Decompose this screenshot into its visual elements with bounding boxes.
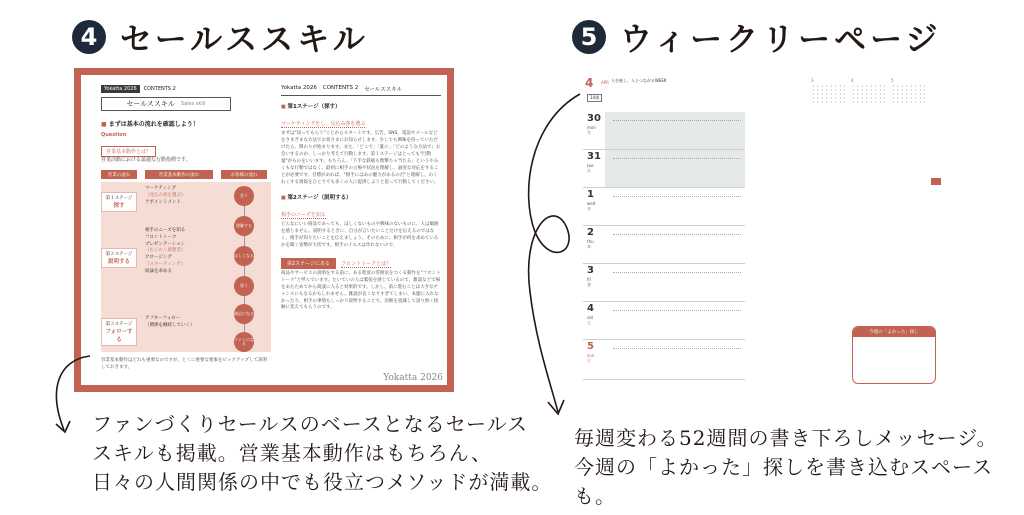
caption-line: ファンづくりセールスのベースとなるセールス bbox=[92, 412, 528, 436]
page-header bbox=[281, 85, 441, 96]
day-jp: 水 bbox=[587, 206, 591, 212]
day-row bbox=[583, 150, 745, 188]
month-number: 4 bbox=[585, 76, 594, 90]
skill-title: セールススキル bbox=[126, 100, 175, 108]
action-note: （見込み客を選ぶ） bbox=[145, 192, 186, 198]
mini-calendar-month: 4 bbox=[851, 78, 854, 83]
section-title: セールススキル bbox=[120, 20, 369, 58]
stage-heading: ■ 第2ステージ（説明する） bbox=[281, 193, 441, 201]
action-note: （わくわく感想票） bbox=[145, 248, 186, 254]
left-page bbox=[101, 85, 271, 375]
action-item: クロージング bbox=[145, 255, 172, 260]
flow-header: お客様の流れ bbox=[221, 170, 267, 179]
stage-label: 第２ステージ bbox=[105, 252, 133, 257]
stage-name: 説明する bbox=[107, 259, 130, 265]
day-en: sat bbox=[587, 315, 594, 320]
action-item: フロントトーク bbox=[145, 234, 177, 240]
action-list bbox=[145, 186, 207, 206]
body-paragraph: 商品やサービスの説明をする前に、ある程度の雰囲気をつくる動作を"フロントトーク"と呼んでいます。たいていの人は緊張を感じているので、雑談などで場をあたためてから商談に入ると効果的です。しかし、前に進むことは大きなチャンスにもなるかもしれません。雑談が長くなりすぎてしまい、本題に入れなかったり、相手の事情もしっかり説明することで、決断を意識して誤り無く接触に変えてもらうのです。 bbox=[281, 270, 441, 311]
question-label: Question bbox=[101, 132, 127, 138]
caption-line: 日々の人間関係の中でも役立つメソッドが満載。 bbox=[92, 470, 553, 494]
day-jp: 金 bbox=[587, 282, 591, 288]
header-brand: Yokatta 2026 bbox=[281, 85, 317, 91]
day-en: tue bbox=[587, 163, 594, 168]
day-jp: 日 bbox=[587, 358, 591, 364]
week-column bbox=[583, 72, 745, 388]
day-row bbox=[583, 226, 745, 264]
customer-flow-bubble: 買う bbox=[234, 276, 254, 296]
stage-card bbox=[101, 318, 137, 346]
section-title: ウィークリーページ bbox=[620, 20, 942, 58]
mini-calendar-grid bbox=[811, 84, 845, 104]
yokatta-box-title: 今週の「よかった」探し bbox=[853, 327, 935, 337]
yokatta-box bbox=[852, 326, 936, 384]
header-section: セールススキル bbox=[364, 87, 403, 93]
day-date: 2 bbox=[587, 227, 594, 238]
caption-line: スキルも掲載。営業基本動作はもちろん、 bbox=[92, 441, 492, 465]
mini-calendar-grid bbox=[891, 84, 925, 104]
day-date: 3 bbox=[587, 265, 594, 276]
section-heading-weekly-page bbox=[572, 14, 941, 60]
caption-weekly-page bbox=[574, 424, 1024, 511]
caption-line: 毎週変わる52週間の書き下ろしメッセージ。 bbox=[574, 426, 998, 450]
header-tab: CONTENTS 2 bbox=[322, 85, 359, 91]
caption-line: 今週の「よかった」探しを書き込むスペースも。 bbox=[574, 455, 993, 508]
day-jp: 月 bbox=[587, 130, 591, 136]
footnote: 営業基本動作はどれも重要なのですが、とくに重要な要素をピックアップして説明しておきます。 bbox=[101, 358, 268, 370]
day-row bbox=[583, 302, 745, 340]
action-list bbox=[145, 228, 207, 275]
action-item: アフターフォロー bbox=[145, 316, 181, 321]
mini-calendar-month: 3 bbox=[811, 78, 814, 83]
body-paragraph: まずは"知ってもらう"ことからスタートです。広告、SNS、電話やメールなどをさまざまな方法でお客さまにお知らせします。少しでも興味を持っていただけたら、関わりが始まります。また、「どこで」「誰に」「どのような方法で」お会いするのか、しっかり考えて行動します。第１ステージはとっても"行動量"がものをいいます。もちろん、「下手な鉄砲も数撃ちゃ当たる」というやみくもな行動ではなく、最初に相手の立場や状況を理解し、誠実な対応をすることが必要です。目標があれば、"相手にはあの魅力があるのだ"と理解し、わくわくする情報をひとりでも多くの人に提供しようと思って行動してください。 bbox=[281, 131, 441, 185]
day-jp: 火 bbox=[587, 168, 591, 174]
day-row bbox=[583, 264, 745, 302]
day-date: 30 bbox=[587, 113, 601, 124]
day-row bbox=[583, 340, 745, 380]
day-en: fri bbox=[587, 277, 592, 282]
stage-label: 第１ステージ bbox=[105, 196, 133, 201]
section-heading-sales-skill bbox=[72, 14, 369, 60]
brand-footer: Yokatta 2026 bbox=[383, 373, 443, 383]
day-row bbox=[583, 112, 745, 150]
skill-title-box bbox=[101, 97, 231, 111]
body-paragraph: どんなにいい商品であっても、ほしくないものや興味のないものに、人は価値を感じません。説明するときに、自分が言いたいことだけを伝えるのではなく、相手が知りたいことを伝えましょう。そのために、相手が何を求めているかを聞く姿勢が大切です。相手のイエスは作れないので、 bbox=[281, 221, 439, 248]
caption-sales-skill bbox=[92, 410, 552, 497]
mini-calendar-month: 5 bbox=[891, 78, 894, 83]
day-jp: 土 bbox=[587, 320, 591, 326]
action-list bbox=[145, 316, 207, 330]
action-item: （関係を継続していく） bbox=[145, 322, 195, 328]
customer-flow-bubble: 会う bbox=[234, 186, 254, 206]
weekly-message: 人を癒し、人とつながるWEEK bbox=[611, 78, 667, 83]
mini-calendar bbox=[891, 78, 925, 104]
stage-heading: ■ 第1ステージ（探す） bbox=[281, 102, 441, 110]
sales-skill-spread-image bbox=[74, 68, 454, 392]
flow-connector bbox=[244, 190, 245, 350]
day-en: sun bbox=[587, 353, 595, 358]
time-dots bbox=[613, 234, 741, 235]
customer-flow-bubble: ファンになる bbox=[234, 332, 254, 352]
day-shade bbox=[605, 112, 745, 149]
question-sub: 営業活動における最適な行動指標です。 bbox=[101, 157, 191, 163]
action-item: アポイントメント bbox=[145, 199, 181, 205]
day-shade bbox=[605, 150, 745, 187]
mini-calendar bbox=[851, 78, 885, 104]
page-header bbox=[101, 85, 271, 93]
time-dots bbox=[613, 310, 741, 311]
action-item: 相手のニーズを知る bbox=[145, 228, 186, 233]
time-dots bbox=[613, 348, 741, 349]
time-dots bbox=[613, 272, 741, 273]
flow-header: 営業の流れ bbox=[101, 170, 137, 179]
stage-label: 第３ステージ bbox=[105, 322, 133, 327]
time-dots bbox=[613, 196, 741, 197]
day-date: 31 bbox=[587, 151, 601, 162]
month-en: APR bbox=[601, 80, 609, 85]
bullet-heading: ■ まずは基本の流れを確認しよう！ bbox=[101, 119, 271, 128]
action-item: プレゼンテーション bbox=[145, 241, 186, 247]
day-date: 1 bbox=[587, 189, 594, 200]
day-en: thu bbox=[587, 239, 594, 244]
header-brand: Yokatta 2026 bbox=[101, 85, 140, 93]
day-en: mon bbox=[587, 125, 596, 130]
skill-title-en: Sales skill bbox=[180, 101, 206, 107]
time-dots bbox=[613, 120, 741, 121]
section-number-badge: 4 bbox=[72, 20, 106, 54]
right-page bbox=[281, 85, 441, 375]
header-tab: CONTENTS 2 bbox=[143, 86, 176, 92]
week-tag: 14週 bbox=[587, 94, 602, 102]
action-item: マーケティング bbox=[145, 186, 176, 191]
day-date: 5 bbox=[587, 341, 594, 352]
mini-calendar bbox=[811, 78, 845, 104]
question-box: 営業基本動作とは？ bbox=[101, 146, 156, 157]
index-tab bbox=[931, 178, 941, 185]
customer-flow-bubble: 満足になる bbox=[234, 304, 254, 324]
day-jp: 木 bbox=[587, 244, 591, 250]
day-en: wed bbox=[587, 201, 596, 206]
day-date: 4 bbox=[587, 303, 594, 314]
section-number-badge: 5 bbox=[572, 20, 606, 54]
stage-name: フォローする bbox=[105, 329, 133, 343]
stage-name: 探す bbox=[113, 203, 125, 209]
stage-subheading: フロントトークとは？ bbox=[341, 260, 392, 267]
mini-calendar-grid bbox=[851, 84, 885, 104]
flow-header: 営業基本動作の流れ bbox=[145, 170, 213, 179]
stage-card bbox=[101, 248, 137, 268]
stage-subheading: マーケティングをし、見込み客を選ぶ bbox=[281, 121, 366, 127]
flow-table bbox=[101, 170, 271, 356]
curl-arrow-icon bbox=[510, 82, 590, 422]
action-item: 結論を求める bbox=[145, 268, 172, 274]
day-row bbox=[583, 188, 745, 226]
stage-subheading: 相手のニーズを知る bbox=[281, 211, 326, 218]
weekly-page-spread-image bbox=[583, 72, 939, 388]
section-tag: 第2ステージにある bbox=[281, 258, 336, 269]
action-note: （スターティング） bbox=[145, 261, 186, 267]
time-dots bbox=[613, 158, 741, 159]
customer-flow-bubble: ほしくなる bbox=[234, 246, 254, 266]
stage-card bbox=[101, 192, 137, 212]
customer-flow-bubble: 理解する bbox=[234, 216, 254, 236]
curl-arrow-icon bbox=[28, 350, 98, 440]
